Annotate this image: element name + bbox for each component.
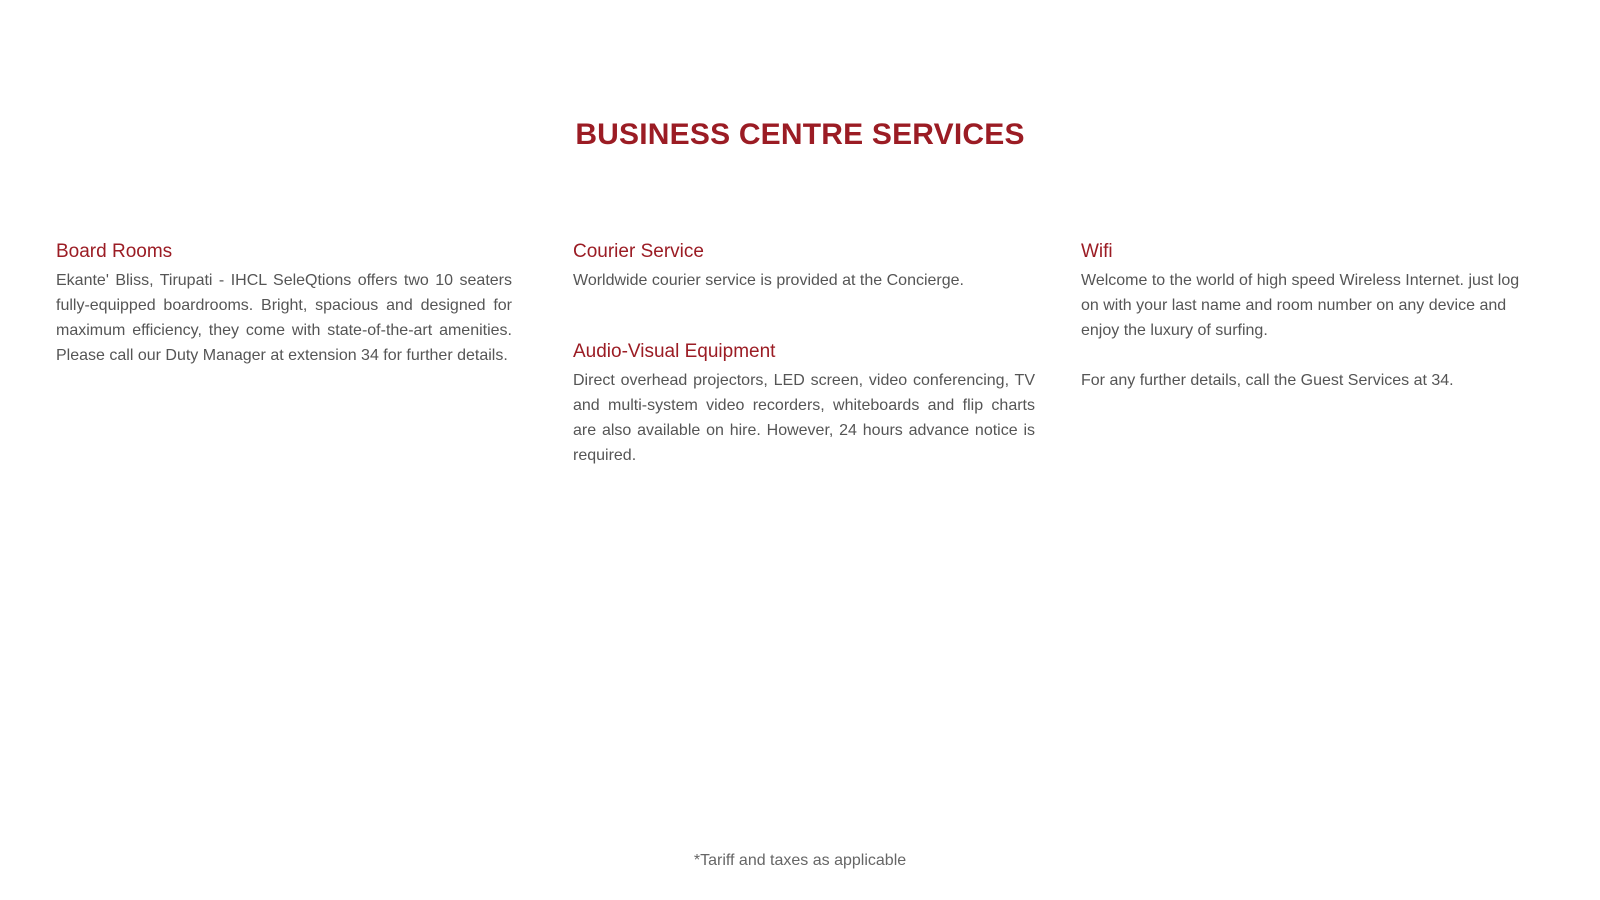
page-title: BUSINESS CENTRE SERVICES [575,118,1025,151]
section-wifi [1081,240,1536,393]
footnote: *Tariff and taxes as applicable [693,852,907,869]
section-heading-audio-visual: Audio-Visual Equipment [573,341,776,362]
section-body-wifi: Welcome to the world of high speed Wireless Internet. just log on with your last name and room number on any device and enjoy the luxury of surfing. [1081,272,1520,339]
section-audio-visual [573,340,1035,468]
section-heading-board-rooms: Board Rooms [56,241,173,262]
section-board-rooms [56,240,512,368]
section-heading-wifi: Wifi [1081,241,1113,262]
section-note-wifi: For any further details, call the Guest Services at 34. [1081,372,1454,389]
section-body-board-rooms: Ekante' Bliss, Tirupati - IHCL SeleQtions offers two 10 seaters fully-equipped boardrooms. Bright, spacious and designed for maximum efficiency, they come with state-of-the-art amenities. Please call our Duty Manager at extension 34 for further details. [56,272,512,364]
section-heading-courier-service: Courier Service [573,241,704,262]
section-body-audio-visual: Direct overhead projectors, LED screen, video conferencing, TV and multi-system video recorders, whiteboards and flip charts are also available on hire. However, 24 hours advance notice is required. [573,372,1035,464]
section-body-courier-service: Worldwide courier service is provided at the Concierge. [573,272,964,289]
section-courier-service [573,240,1043,293]
